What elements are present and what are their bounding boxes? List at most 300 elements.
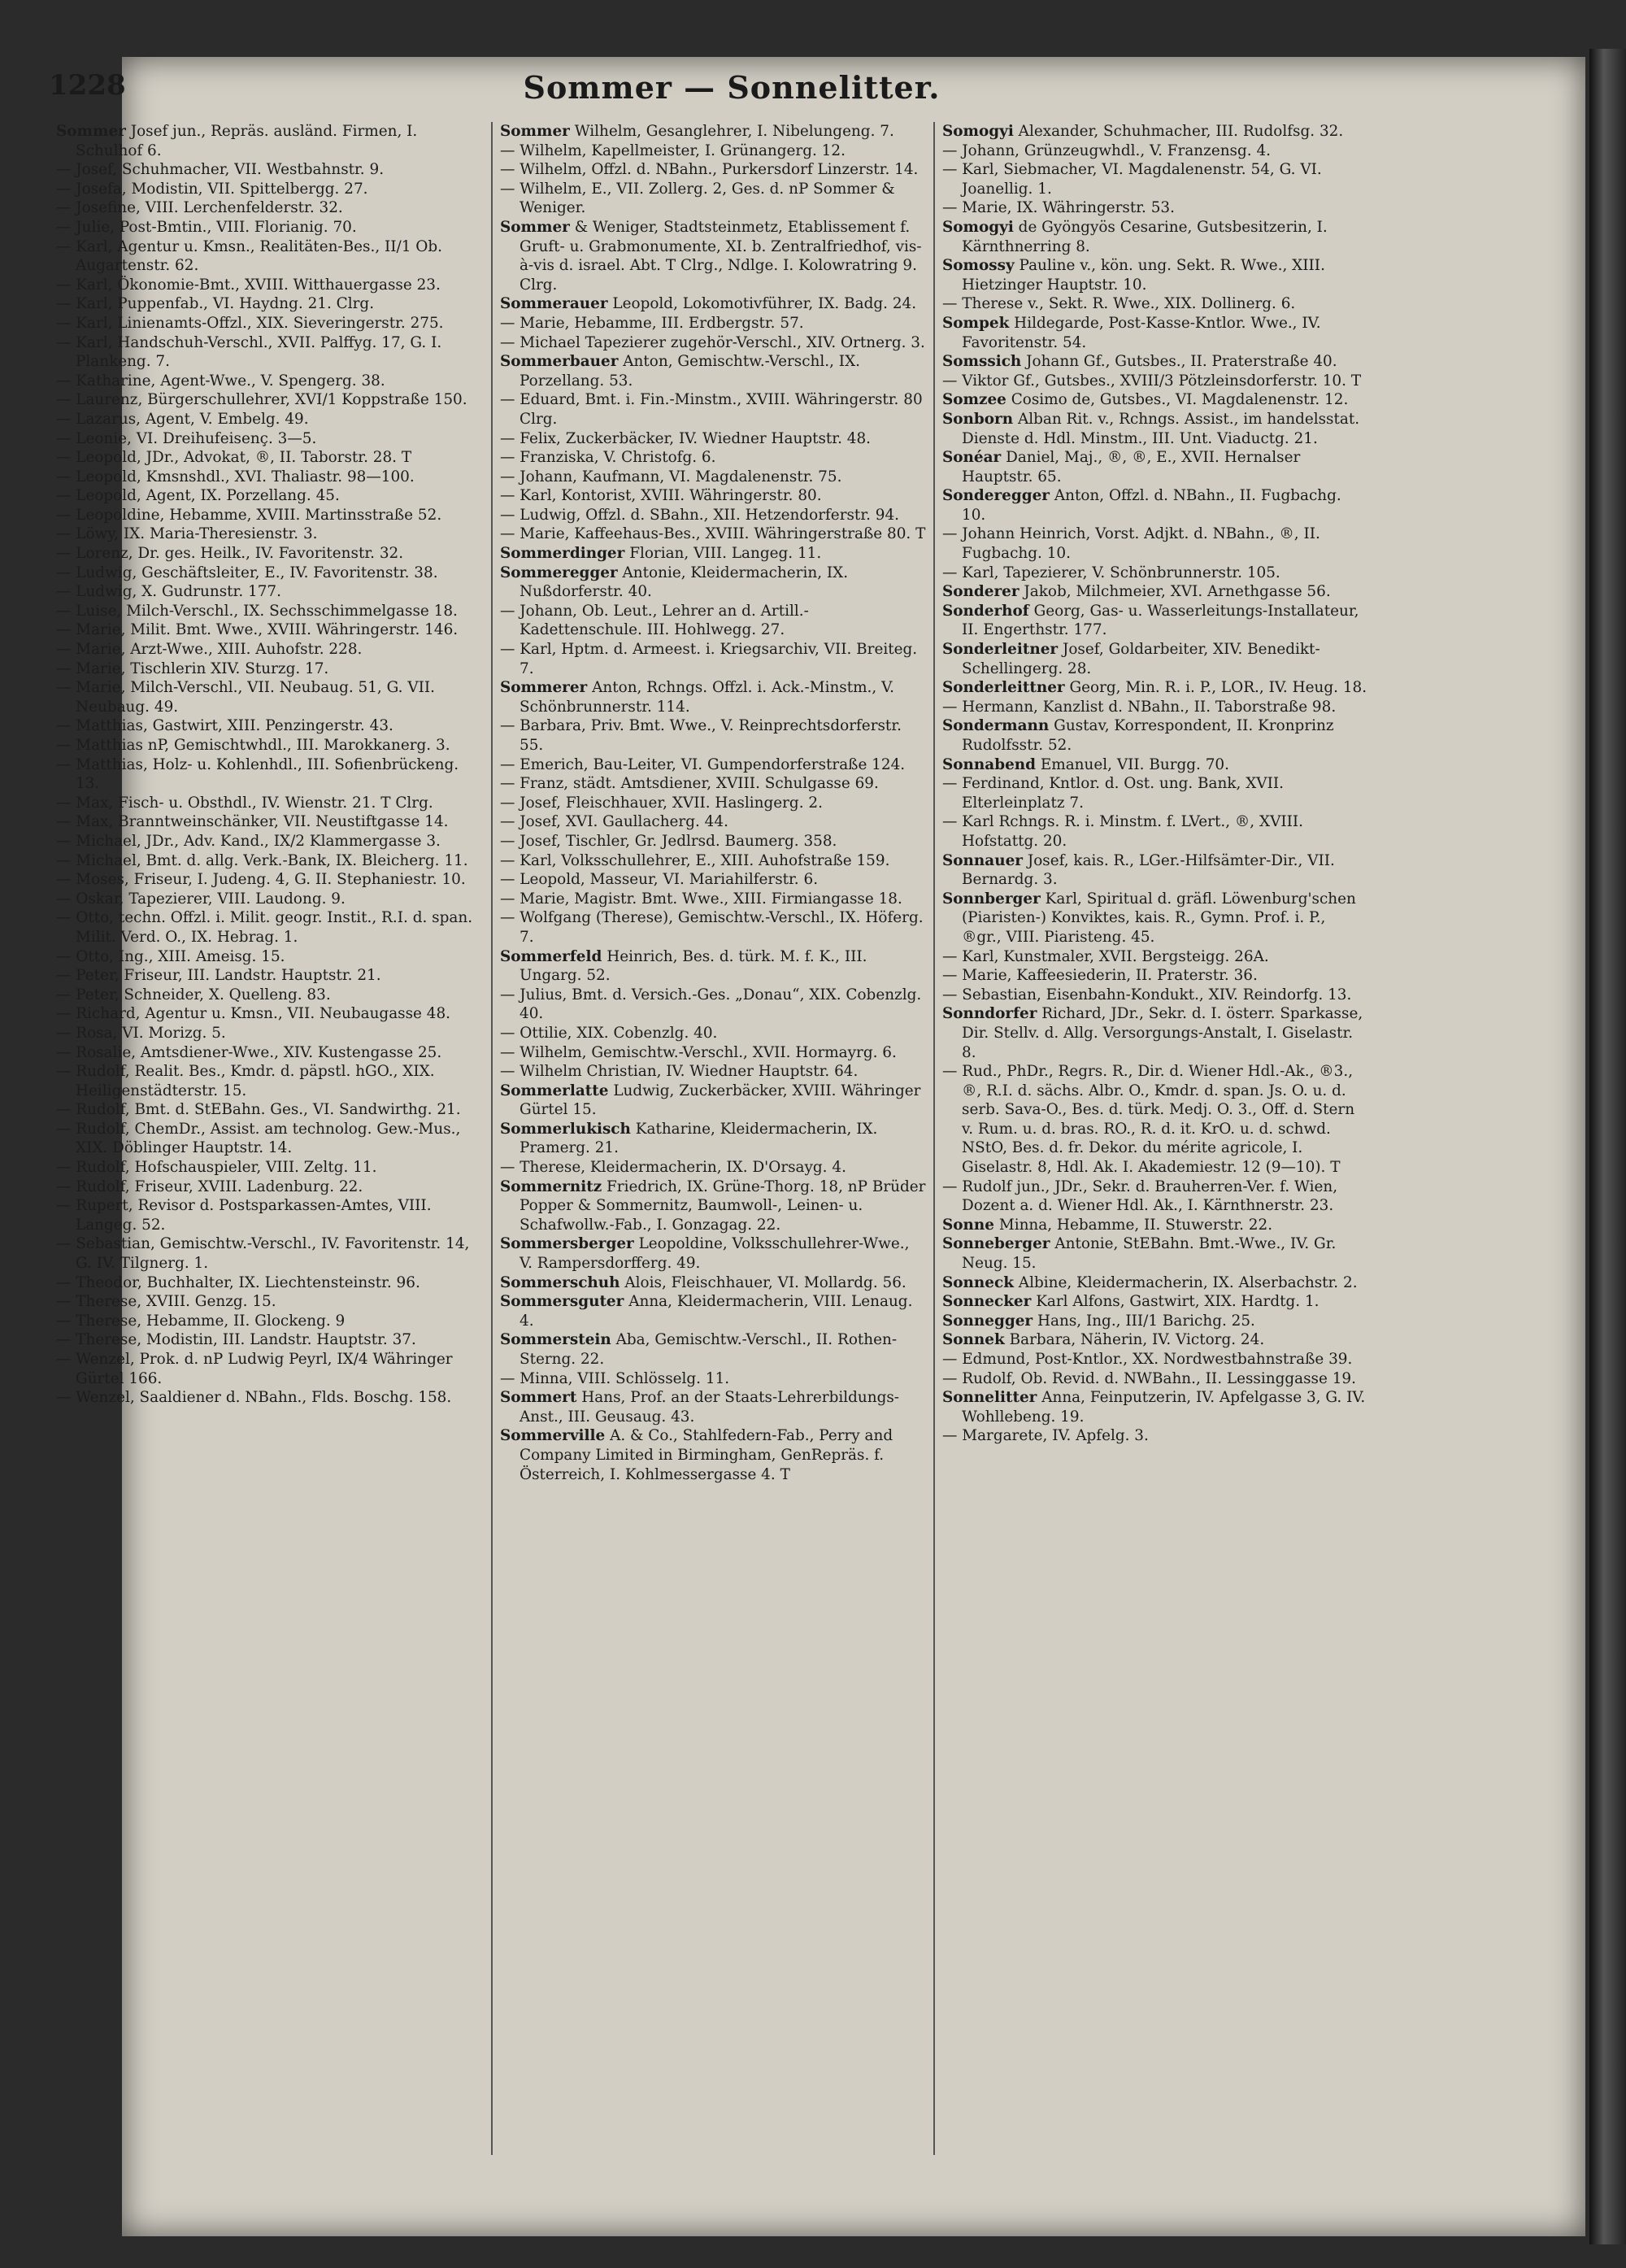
entry-details: de Gyöngyös Cesarine, Gutsbesitzerin, I. Kärnthnerring 8. — [962, 218, 1328, 255]
entry-details: — Hermann, Kanzlist d. NBahn., II. Taborstraße 98. — [942, 698, 1337, 716]
directory-entry — [56, 716, 484, 736]
entry-details: — Karl, Kontorist, XVIII. Währingerstr. 80. — [500, 487, 822, 505]
directory-entry — [500, 986, 926, 1024]
entry-surname: Sonneck — [942, 1273, 1014, 1291]
entry-details: Gustav, Korrespondent, II. Kronprinz Rudolfsstr. 52. — [962, 717, 1334, 754]
entry-details: Hildegarde, Post-Kasse-Kntlor. Wwe., IV. Favoritenstr. 54. — [962, 314, 1321, 351]
directory-entry — [500, 755, 926, 775]
directory-entry — [942, 851, 1368, 890]
entry-details: — Johann, Kaufmann, VI. Magdalenenstr. 75. — [500, 468, 842, 485]
entry-surname: Somssich — [942, 353, 1022, 371]
directory-entry — [500, 506, 926, 525]
entry-details: Johann Gf., Gutsbes., II. Praterstraße 40. — [1026, 353, 1337, 371]
directory-entry — [942, 160, 1368, 198]
entry-details: — Matthias, Gastwirt, XIII. Penzingerstr. 43. — [56, 717, 393, 735]
directory-entry — [500, 390, 926, 429]
column-3 — [933, 122, 1376, 2155]
directory-entry — [56, 602, 484, 621]
entry-details: — Rud., PhDr., Regrs. R., Dir. d. Wiener Hdl.-Ak., ®3., ®, R.I. d. sächs. Albr. O., Kmdr. d. span. Js. O. u. d. serb. Sava-O., Bes. d. türk. Medj. O. 3., Off. d. Stern v. Rum. u. d. bras. RO., R. d. it. KrO. u. d. schwd. NStO, Bes. d. fr. Dekor. du mérite agricole, I. Giselastr. 8, Hdl. Ak. I. Akademiestr. 12 (9—10). T — [942, 1063, 1355, 1177]
entry-details: — Viktor Gf., Gutsbes., XVIII/3 Pötzleinsdorferstr. 10. T — [942, 372, 1362, 390]
directory-entry — [500, 1158, 926, 1178]
directory-entry — [500, 352, 926, 390]
directory-entry — [56, 314, 484, 333]
directory-entry — [56, 180, 484, 199]
directory-entry — [56, 160, 484, 180]
directory-entry — [942, 218, 1368, 256]
directory-entry — [56, 832, 484, 851]
entry-surname: Sommer — [500, 218, 570, 236]
directory-entry — [942, 1234, 1368, 1273]
entry-details: — Rudolf, Bmt. d. StEBahn. Ges., VI. Sandwirthg. 21. — [56, 1101, 461, 1119]
entry-details: — Ludwig, Geschäftsleiter, E., IV. Favoritenstr. 38. — [56, 564, 438, 581]
entry-details: Ludwig, Zuckerbäcker, XVIII. Währinger Gürtel 15. — [520, 1082, 921, 1119]
directory-entry — [500, 1043, 926, 1063]
directory-entry — [942, 1312, 1368, 1331]
directory-entry — [500, 122, 926, 141]
directory-entry — [56, 582, 484, 602]
entry-details: Georg, Gas- u. Wasserleitungs-Installateur, II. Engerthstr. 177. — [962, 602, 1359, 639]
entry-surname: Somogyi — [942, 218, 1014, 236]
directory-entry — [56, 794, 484, 813]
directory-entry — [500, 794, 926, 813]
directory-entry — [942, 582, 1368, 602]
entry-details: — Wolfgang (Therese), Gemischtw.-Verschl., IX. Höferg. 7. — [500, 909, 924, 946]
entry-details: Anton, Rchngs. Offzl. i. Ack.-Minstm., V. Schönbrunnerstr. 114. — [520, 679, 895, 716]
entry-surname: Sommersberger — [500, 1235, 634, 1253]
directory-entry — [500, 908, 926, 947]
entry-details: Antonie, Kleidermacherin, IX. Nußdorferstr. 40. — [520, 564, 849, 601]
entry-details: — Therese, Hebamme, II. Glockeng. 9 — [56, 1312, 346, 1330]
directory-entry — [56, 660, 484, 679]
directory-entry — [942, 986, 1368, 1005]
entry-details: — Lorenz, Dr. ges. Heilk., IV. Favoritenstr. 32. — [56, 545, 404, 563]
entry-details: — Minna, VIII. Schlösselg. 11. — [500, 1369, 730, 1387]
entry-details: — Peter, Schneider, X. Quelleng. 83. — [56, 986, 331, 1003]
entry-details: Cosimo de, Gutsbes., VI. Magdalenenstr. 12. — [1011, 391, 1349, 409]
directory-entry — [56, 1273, 484, 1293]
directory-entry — [500, 1292, 926, 1330]
directory-entry — [942, 640, 1368, 678]
directory-entry — [56, 1330, 484, 1350]
entry-surname: Sonnberger — [942, 890, 1041, 908]
entry-details: — Julie, Post-Bmtin., VIII. Florianig. 70. — [56, 218, 357, 236]
entry-details: — Sebastian, Eisenbahn-Kondukt., XIV. Reindorfg. 13. — [942, 986, 1352, 1003]
directory-entry — [500, 544, 926, 564]
entry-surname: Sondermann — [942, 717, 1050, 735]
directory-entry — [56, 410, 484, 429]
entry-details: — Julius, Bmt. d. Versich.-Ges. „Donau“, XIX. Cobenzlg. 40. — [500, 986, 922, 1023]
directory-entry — [56, 294, 484, 314]
directory-entry — [942, 602, 1368, 640]
entry-surname: Sommerer — [500, 679, 588, 697]
entry-surname: Sonderer — [942, 583, 1020, 601]
entry-details: Friedrich, IX. Grüne-Thorg. 18, nP Brüder Popper & Sommernitz, Baumwoll-, Leinen- u. Schafwollw.-Fab., I. Gonzagag. 22. — [520, 1178, 926, 1234]
directory-entry — [56, 276, 484, 295]
entry-details: — Wilhelm, E., VII. Zollerg. 2, Ges. d. nP Sommer & Weniger. — [500, 180, 895, 217]
entry-details: Minna, Hebamme, II. Stuwerstr. 22. — [998, 1216, 1273, 1234]
entry-details: — Rudolf, Realit. Bes., Kmdr. d. päpstl. hGO., XIX. Heiligenstädterstr. 15. — [56, 1063, 435, 1099]
directory-entry — [56, 1100, 484, 1120]
entry-details: — Ludwig, Offzl. d. SBahn., XII. Hetzendorferstr. 94. — [500, 506, 900, 524]
directory-entry — [942, 122, 1368, 141]
entry-details: — Leonie, VI. Dreihufeisenç. 3—5. — [56, 429, 317, 447]
entry-surname: Sonnecker — [942, 1293, 1032, 1311]
directory-entry — [56, 755, 484, 794]
entry-details: Anton, Offzl. d. NBahn., II. Fugbachg. 10. — [962, 487, 1341, 524]
entry-details: Georg, Min. R. i. P., LOR., IV. Heug. 18. — [1069, 679, 1367, 697]
directory-entry — [942, 372, 1368, 391]
entry-details: — Johann, Ob. Leut., Lehrer an d. Artill.-Kadettenschule. III. Hohlwegg. 27. — [500, 602, 809, 639]
directory-entry — [942, 966, 1368, 986]
entry-details: — Leopold, Masseur, VI. Mariahilferstr. 6. — [500, 871, 819, 889]
entry-details: Alban Rit. v., Rchngs. Assist., im handelsstat. Dienste d. Hdl. Minstm., III. Unt. Viaductg. 21. — [962, 410, 1360, 447]
entry-details: — Ferdinand, Kntlor. d. Ost. ung. Bank, XVII. Elterleinplatz 7. — [942, 775, 1284, 812]
directory-entry — [500, 1426, 926, 1484]
directory-entry — [500, 1330, 926, 1369]
entry-surname: Sommerschuh — [500, 1273, 620, 1291]
directory-entry — [56, 333, 484, 372]
directory-entry — [942, 410, 1368, 448]
entry-details: — Margarete, IV. Apfelg. 3. — [942, 1427, 1149, 1445]
entry-details: Richard, JDr., Sekr. d. I. österr. Sparkasse, Dir. Stellv. d. Allg. Versorgungs-Anstalt, I. Giselastr. 8. — [962, 1005, 1363, 1061]
entry-details: — Johann Heinrich, Vorst. Adjkt. d. NBahn., ®, II. Fugbachg. 10. — [942, 525, 1320, 563]
entry-details: — Oskar, Tapezierer, VIII. Laudong. 9. — [56, 890, 346, 908]
directory-entry — [500, 1234, 926, 1273]
directory-entry — [56, 448, 484, 468]
directory-entry — [56, 620, 484, 640]
entry-surname: Sompek — [942, 314, 1010, 332]
entry-details: & Weniger, Stadtsteinmetz, Etablissement f. Gruft- u. Grabmonumente, XI. b. Zentralfriedhof, vis-à-vis d. israel. Abt. T Clrg., Ndlge. I. Kolowratring 9. Clrg. — [520, 218, 922, 294]
entry-details: — Ottilie, XIX. Cobenzlg. 40. — [500, 1024, 718, 1042]
directory-entry — [56, 429, 484, 449]
directory-entry — [942, 141, 1368, 161]
directory-entry — [56, 564, 484, 583]
directory-entry — [56, 1292, 484, 1312]
directory-entry — [942, 525, 1368, 563]
directory-entry — [56, 237, 484, 276]
entry-details: Leopold, Lokomotivführer, IX. Badg. 24. — [612, 295, 917, 313]
entry-details: Anna, Feinputzerin, IV. Apfelgasse 3, G. IV. Wohllebeng. 19. — [962, 1389, 1366, 1426]
directory-entry — [942, 1330, 1368, 1350]
directory-entry — [500, 141, 926, 161]
directory-entry — [56, 1196, 484, 1234]
directory-entry — [500, 1369, 926, 1389]
entry-details: — Michael, Bmt. d. allg. Verk.-Bank, IX. Bleicherg. 11. — [56, 851, 468, 869]
entry-details: — Max, Fisch- u. Obsthdl., IV. Wienstr. 21. T Clrg. — [56, 794, 433, 812]
entry-details: — Rosalie, Amtsdiener-Wwe., XIV. Kustengasse 25. — [56, 1043, 442, 1061]
entry-details: — Ludwig, X. Gudrunstr. 177. — [56, 583, 281, 601]
entry-details: — Marie, Magistr. Bmt. Wwe., XIII. Firmiangasse 18. — [500, 890, 902, 908]
entry-details: — Marie, Kaffeehaus-Bes., XVIII. Währingerstraße 80. T — [500, 525, 926, 543]
entry-details: — Edmund, Post-Kntlor., XX. Nordwestbahnstraße 39. — [942, 1351, 1353, 1368]
entry-details: — Rudolf jun., JDr., Sekr. d. Brauherren-Ver. f. Wien, Dozent a. d. Wiener Hdl. Ak., I. Kärnthnerstr. 23. — [942, 1178, 1338, 1215]
entry-details: — Michael Tapezierer zugehör-Verschl., XIV. Ortnerg. 3. — [500, 333, 925, 351]
entry-surname: Sommeregger — [500, 564, 618, 581]
directory-entry — [56, 986, 484, 1005]
entry-details: — Josef, Fleischhauer, XVII. Haslingerg. 2. — [500, 794, 823, 812]
directory-entry — [942, 198, 1368, 218]
entry-details: — Karl, Siebmacher, VI. Magdalenenstr. 54, G. VI. Joanellig. 1. — [942, 161, 1322, 198]
entry-surname: Sonnauer — [942, 851, 1023, 869]
running-title: Sommer — Sonnelitter. — [523, 69, 941, 106]
entry-details: Anna, Kleidermacherin, VIII. Lenaug. 4. — [520, 1293, 913, 1330]
entry-details: — Leopold, Agent, IX. Porzellang. 45. — [56, 487, 340, 505]
entry-details: — Luise, Milch-Verschl., IX. Sechsschimmelgasse 18. — [56, 602, 458, 620]
directory-entry — [500, 218, 926, 294]
directory-entry — [500, 1178, 926, 1235]
entry-details: — Leopold, JDr., Advokat, ®, II. Taborstr. 28. T — [56, 449, 412, 467]
entry-details: — Wilhelm, Kapellmeister, I. Grünangerg. 12. — [500, 141, 846, 159]
directory-entry — [56, 1024, 484, 1043]
entry-details: — Karl, Handschuh-Verschl., XVII. Palffyg. 17, G. I. Plankeng. 7. — [56, 333, 442, 371]
directory-entry — [56, 736, 484, 755]
entry-details: Barbara, Näherin, IV. Victorg. 24. — [1009, 1331, 1265, 1349]
entry-surname: Sommerlukisch — [500, 1120, 631, 1138]
page-number: 1228 — [49, 69, 126, 102]
entry-surname: Sonderegger — [942, 487, 1050, 505]
entry-details: — Therese, Kleidermacherin, IX. D'Orsayg. 4. — [500, 1159, 846, 1177]
directory-entry — [500, 429, 926, 449]
entry-surname: Sonneberger — [942, 1235, 1050, 1253]
directory-entry — [500, 160, 926, 180]
directory-columns — [49, 122, 1431, 2155]
directory-entry — [500, 947, 926, 986]
entry-details: Anton, Gemischtw.-Verschl., IX. Porzellang. 53. — [520, 353, 861, 390]
entry-details: Albine, Kleidermacherin, IX. Alserbachstr. 2. — [1018, 1273, 1358, 1291]
entry-surname: Sonéar — [942, 449, 1002, 467]
entry-details: Josef, kais. R., LGer.-Hilfsämter-Dir., VII. Bernardg. 3. — [962, 851, 1335, 889]
entry-surname: Sommert — [500, 1389, 577, 1407]
directory-entry — [56, 640, 484, 660]
directory-entry — [500, 314, 926, 333]
entry-details: — Josef, Tischler, Gr. Jedlrsd. Baumerg. 358. — [500, 832, 837, 850]
directory-entry — [942, 448, 1368, 486]
entry-details: — Max, Branntweinschänker, VII. Neustiftgasse 14. — [56, 813, 449, 831]
directory-entry — [56, 1004, 484, 1024]
entry-details: — Josef, XVI. Gaullacherg. 44. — [500, 813, 728, 831]
entry-details: — Karl, Hptm. d. Armeest. i. Kriegsarchiv, VII. Breiteg. 7. — [500, 641, 918, 677]
directory-entry — [942, 1350, 1368, 1369]
column-1 — [49, 122, 491, 2155]
entry-details: — Michael, JDr., Adv. Kand., IX/2 Klammergasse 3. — [56, 832, 441, 850]
entry-details: — Leopoldine, Hebamme, XVIII. Martinsstraße 52. — [56, 506, 442, 524]
entry-details: — Karl, Volksschullehrer, E., XIII. Auhofstraße 159. — [500, 851, 890, 869]
entry-surname: Sommerdinger — [500, 545, 625, 563]
entry-details: Florian, VIII. Langeg. 11. — [629, 545, 822, 563]
entry-details: — Wenzel, Saaldiener d. NBahn., Flds. Boschg. 158. — [56, 1389, 452, 1407]
directory-entry — [942, 486, 1368, 525]
entry-details: — Otto, Ing., XIII. Ameisg. 15. — [56, 947, 285, 965]
entry-surname: Sommernitz — [500, 1178, 602, 1195]
entry-details: — Peter, Friseur, III. Landstr. Hauptstr. 21. — [56, 967, 381, 985]
entry-details: — Rudolf, Hofschauspieler, VIII. Zeltg. 11. — [56, 1159, 377, 1177]
entry-details: — Marie, Tischlerin XIV. Sturzg. 17. — [56, 660, 329, 677]
directory-entry — [56, 1178, 484, 1197]
entry-details: — Barbara, Priv. Bmt. Wwe., V. Reinprechtsdorferstr. 55. — [500, 717, 902, 754]
entry-details: Jakob, Milchmeier, XVI. Arnethgasse 56. — [1024, 583, 1331, 601]
entry-details: — Franz, städt. Amtsdiener, XVIII. Schulgasse 69. — [500, 775, 879, 793]
directory-entry — [56, 890, 484, 909]
directory-entry — [56, 1120, 484, 1158]
directory-entry — [942, 352, 1368, 372]
entry-details: Alexander, Schuhmacher, III. Rudolfsg. 32. — [1018, 123, 1344, 140]
entry-surname: Sonne — [942, 1216, 994, 1234]
entry-surname: Sommer — [500, 123, 570, 140]
directory-entry — [500, 678, 926, 716]
directory-entry — [500, 851, 926, 871]
directory-entry — [500, 333, 926, 353]
directory-entry — [942, 947, 1368, 967]
entry-surname: Sonnek — [942, 1331, 1005, 1349]
directory-entry — [942, 812, 1368, 851]
entry-details: — Matthias nP, Gemischtwhdl., III. Marokkanerg. 3. — [56, 737, 450, 754]
entry-surname: Sommer — [56, 123, 126, 140]
directory-entry — [56, 812, 484, 832]
directory-entry — [500, 294, 926, 314]
directory-entry — [500, 1388, 926, 1426]
entry-surname: Sonderleittner — [942, 679, 1065, 697]
entry-details: — Josefine, VIII. Lerchenfelderstr. 32. — [56, 199, 343, 217]
directory-entry — [942, 1273, 1368, 1293]
entry-details: — Felix, Zuckerbäcker, IV. Wiedner Hauptstr. 48. — [500, 429, 872, 447]
entry-details: — Leopold, Kmsnshdl., XVI. Thaliastr. 98—100. — [56, 468, 415, 485]
entry-details: Josef, Goldarbeiter, XIV. Benedikt-Schellingerg. 28. — [962, 641, 1320, 677]
entry-details: Antonie, StEBahn. Bmt.-Wwe., IV. Gr. Neug. 15. — [962, 1235, 1337, 1273]
directory-entry — [56, 525, 484, 544]
entry-surname: Sonborn — [942, 410, 1014, 428]
entry-details: — Rudolf, Ob. Revid. d. NWBahn., II. Lessinggasse 19. — [942, 1369, 1356, 1387]
directory-entry — [56, 1158, 484, 1178]
entry-details: — Marie, Milit. Bmt. Wwe., XVIII. Währingerstr. 146. — [56, 621, 459, 639]
entry-details: Pauline v., kön. ung. Sekt. R. Wwe., XIII. Hietzinger Hauptstr. 10. — [962, 257, 1325, 294]
entry-details: Josef jun., Repräs. ausländ. Firmen, I. Schulhof 6. — [76, 123, 418, 159]
directory-entry — [500, 1273, 926, 1293]
directory-entry — [942, 564, 1368, 583]
entry-details: — Johann, Grünzeugwhdl., V. Franzensg. 4. — [942, 141, 1271, 159]
column-2 — [491, 122, 933, 2155]
entry-details: — Laurenz, Bürgerschullehrer, XVI/1 Koppstraße 150. — [56, 391, 467, 409]
entry-surname: Sonderhof — [942, 602, 1029, 620]
entry-details: — Sebastian, Gemischtw.-Verschl., IV. Favoritenstr. 14, G. IV. Tilgnerg. 1. — [56, 1235, 470, 1273]
entry-details: Leopoldine, Volksschullehrer-Wwe., V. Rampersdorfferg. 49. — [520, 1235, 910, 1273]
directory-entry — [942, 1388, 1368, 1426]
entry-surname: Sommerlatte — [500, 1082, 609, 1099]
directory-entry — [500, 890, 926, 909]
entry-details: — Karl Rchngs. R. i. Minstm. f. LVert., ®, XVIII. Hofstattg. 20. — [942, 813, 1303, 850]
entry-details: — Otto, techn. Offzl. i. Milit. geogr. Instit., R.I. d. span. Milit. Verd. O., IX. Hebrag. 1. — [56, 909, 473, 946]
directory-entry — [500, 832, 926, 851]
entry-details: — Marie, Arzt-Wwe., XIII. Auhofstr. 228. — [56, 641, 363, 659]
entry-details: — Theodor, Buchhalter, IX. Liechtensteinstr. 96. — [56, 1273, 420, 1291]
directory-entry — [56, 122, 484, 160]
directory-entry — [942, 1004, 1368, 1062]
entry-details: — Therese, XVIII. Genzg. 15. — [56, 1293, 276, 1311]
directory-entry — [56, 1388, 484, 1408]
entry-details: — Rudolf, Friseur, XVIII. Ladenburg. 22. — [56, 1178, 363, 1195]
directory-entry — [56, 198, 484, 218]
entry-details: Aba, Gemischtw.-Verschl., II. Rothen-Sterng. 22. — [520, 1331, 898, 1368]
directory-entry — [942, 716, 1368, 755]
book-spine — [1589, 49, 1626, 2244]
directory-entry — [942, 1369, 1368, 1389]
entry-details: — Marie, Hebamme, III. Erdbergstr. 57. — [500, 314, 804, 332]
directory-entry — [500, 716, 926, 755]
directory-entry — [56, 506, 484, 525]
entry-surname: Sonndorfer — [942, 1005, 1037, 1023]
directory-entry — [56, 1043, 484, 1063]
entry-details: Wilhelm, Gesanglehrer, I. Nibelungeng. 7. — [574, 123, 894, 140]
entry-details: — Rupert, Revisor d. Postsparkassen-Amtes, VIII. Langeg. 52. — [56, 1197, 432, 1234]
directory-entry — [500, 812, 926, 832]
entry-surname: Sommersguter — [500, 1293, 624, 1311]
directory-entry — [56, 678, 484, 716]
entry-details: — Eduard, Bmt. i. Fin.-Minstm., XVIII. Währingerstr. 80 Clrg. — [500, 391, 923, 428]
directory-entry — [500, 448, 926, 468]
entry-details: — Karl, Ökonomie-Bmt., XVIII. Witthauergasse 23. — [56, 276, 441, 294]
entry-details: — Emerich, Bau-Leiter, VI. Gumpendorferstraße 124. — [500, 755, 906, 773]
directory-entry — [942, 1178, 1368, 1216]
directory-entry — [942, 890, 1368, 947]
directory-entry — [942, 294, 1368, 314]
directory-entry — [942, 256, 1368, 294]
directory-entry — [56, 544, 484, 564]
entry-details: — Josefa, Modistin, VII. Spittelbergg. 27. — [56, 180, 368, 198]
entry-details: — Karl, Agentur u. Kmsn., Realitäten-Bes., II/1 Ob. Augartenstr. 62. — [56, 237, 442, 275]
entry-details: Hans, Prof. an der Staats-Lehrerbildungs-Anst., III. Geusaug. 43. — [520, 1389, 900, 1426]
entry-details: — Wilhelm, Offzl. d. NBahn., Purkersdorf Linzerstr. 14. — [500, 161, 919, 179]
entry-details: Katharine, Kleidermacherin, IX. Pramerg. 21. — [520, 1120, 878, 1157]
directory-entry — [56, 468, 484, 487]
entry-details: — Marie, Milch-Verschl., VII. Neubaug. 51, G. VII. Neubaug. 49. — [56, 679, 436, 716]
directory-entry — [56, 390, 484, 410]
entry-details: — Wilhelm, Gemischtw.-Verschl., XVII. Hormayrg. 6. — [500, 1043, 897, 1061]
entry-surname: Somossy — [942, 257, 1015, 275]
directory-entry — [942, 698, 1368, 717]
entry-details: — Wenzel, Prok. d. nP Ludwig Peyrl, IX/4 Währinger Gürtel 166. — [56, 1351, 453, 1387]
directory-entry — [500, 486, 926, 506]
directory-entry — [500, 1082, 926, 1120]
directory-entry — [56, 372, 484, 391]
entry-details: Daniel, Maj., ®, ®, E., XVII. Hernalser Hauptstr. 65. — [962, 449, 1301, 485]
directory-entry — [942, 1216, 1368, 1235]
entry-details: Heinrich, Bes. d. türk. M. f. K., III. Ungarg. 52. — [520, 947, 867, 985]
entry-details: — Löwy, IX. Maria-Theresienstr. 3. — [56, 525, 318, 543]
directory-entry — [942, 314, 1368, 352]
entry-details: — Karl, Tapezierer, V. Schönbrunnerstr. 105. — [942, 564, 1280, 581]
directory-entry — [500, 180, 926, 218]
directory-entry — [942, 1292, 1368, 1312]
entry-surname: Sonderleitner — [942, 641, 1059, 659]
entry-details: — Moses, Friseur, I. Judeng. 4, G. II. Stephaniestr. 10. — [56, 871, 466, 889]
entry-surname: Somzee — [942, 391, 1006, 409]
entry-surname: Sonnelitter — [942, 1389, 1037, 1407]
entry-details: Hans, Ing., III/1 Barichg. 25. — [1037, 1312, 1255, 1330]
directory-entry — [500, 468, 926, 487]
directory-entry — [56, 966, 484, 986]
directory-entry — [56, 1062, 484, 1100]
entry-details: Karl Alfons, Gastwirt, XIX. Hardtg. 1. — [1036, 1293, 1319, 1311]
directory-entry — [56, 851, 484, 871]
entry-surname: Somogyi — [942, 123, 1014, 140]
directory-entry — [500, 1120, 926, 1158]
directory-entry — [56, 1350, 484, 1388]
directory-entry — [56, 947, 484, 967]
directory-entry — [500, 564, 926, 602]
entry-details: — Matthias, Holz- u. Kohlenhdl., III. Sofienbrückeng. 13. — [56, 755, 459, 793]
entry-surname: Sonnabend — [942, 755, 1036, 773]
entry-surname: Sommerauer — [500, 295, 608, 313]
entry-details: Alois, Fleischhauer, VI. Mollardg. 56. — [624, 1273, 906, 1291]
